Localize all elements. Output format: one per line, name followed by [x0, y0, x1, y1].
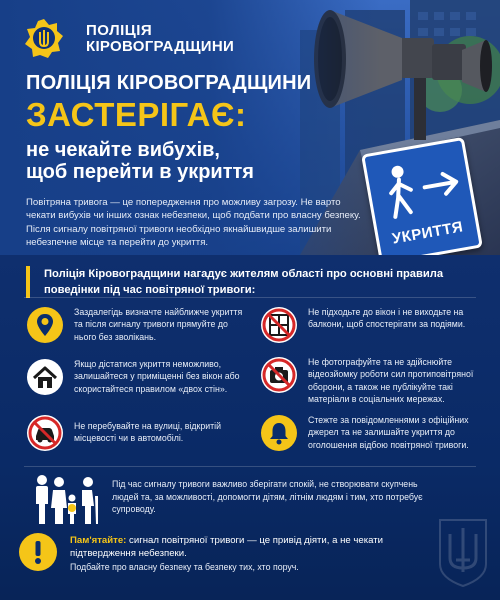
intro-text: Повітряна тривога — це попередження про можливу загрозу. Не варто чекати вибухів чи інших ознак небезпеки, щоб подбати про власну безпеку. Після сигналу повітряної тривоги необхідно якнайшвидше залишити небезпечне місце та перейти до укриття. — [26, 197, 361, 249]
headline-line3 — [26, 139, 254, 183]
rule-text: Не підходьте до вікон і не виходьте на балкони, щоб спостерігати за подіями. — [308, 307, 466, 330]
rule-item — [26, 358, 251, 396]
trident-watermark-icon — [436, 518, 490, 588]
rules-heading-text: Поліція Кіровоградщини нагадує жителям області про основні правила поведінки під час повітряної тривоги: — [44, 268, 444, 296]
family-note-text: Під час сигналу тривоги важливо зберігати спокій, не створювати скупчень людей та, за можливості, допомогти дітям, літнім людям і тим, хто потребує супроводу. — [112, 479, 423, 515]
reminder-label: Пам'ятайте: — [70, 535, 127, 546]
no-car-icon — [26, 414, 64, 452]
headline-line3a: не чекайте вибухів, — [26, 139, 220, 161]
family-note — [26, 472, 476, 528]
divider — [24, 297, 476, 298]
rule-item — [26, 306, 251, 344]
police-badge-icon — [24, 18, 64, 58]
rule-text: Стежте за повідомленнями з офіційних джерел та не залишайте укриття до оголошення відбою повітряної тривоги. — [308, 415, 469, 450]
no-window-icon — [260, 306, 298, 344]
family-icon — [32, 472, 102, 526]
headline-line2: ЗАСТЕРІГАЄ: — [26, 96, 247, 133]
brand-line1: ПОЛІЦІЯ — [86, 22, 153, 39]
shelter-sign — [361, 137, 483, 255]
rules-heading — [0, 262, 500, 302]
exclamation-icon — [18, 532, 58, 572]
hero-background — [0, 0, 500, 255]
reminder-sub: Подбайте про власну безпеку та безпеку тих, хто поруч. — [70, 561, 299, 572]
rule-text: Не перебувайте на вулиці, відкритій місцевості чи в автомобілі. — [74, 421, 222, 444]
heading-accent-bar — [26, 266, 30, 298]
rule-text: Не фотографуйте та не здійснюйте відеозйомку роботи сил протиповітряної оборони, а також не публікуйте такі матеріали в соціальних мережах. — [308, 357, 474, 405]
reminder-block — [18, 528, 458, 578]
location-pin-icon — [26, 306, 64, 344]
sign-label: УКРИТТЯ — [390, 218, 465, 248]
house-icon — [26, 358, 64, 396]
divider — [24, 466, 476, 467]
bell-icon — [260, 414, 298, 452]
reminder-text — [70, 534, 450, 574]
rule-item — [26, 414, 251, 452]
brand-line2: КІРОВОГРАДЩИНИ — [86, 38, 235, 55]
no-camera-icon — [260, 356, 298, 394]
rule-item — [260, 414, 480, 452]
rule-text: Заздалегідь визначте найближче укриття та після сигналу тривоги прямуйте до нього без зволікань. — [74, 307, 243, 342]
headline-line3b: щоб перейти в укриття — [26, 161, 254, 183]
headline-line1: ПОЛІЦІЯ КІРОВОГРАДЩИНИ — [26, 72, 312, 94]
reminder-main: сигнал повітряної тривоги — це привід діяти, а не чекати підтвердження небезпеки. — [70, 535, 384, 560]
rule-text: Якщо дістатися укриття неможливо, залишайтеся у приміщенні без вікон або скористайтеся правилом «двох стін». — [74, 359, 240, 394]
rule-item — [260, 356, 480, 406]
rule-item — [260, 306, 480, 344]
